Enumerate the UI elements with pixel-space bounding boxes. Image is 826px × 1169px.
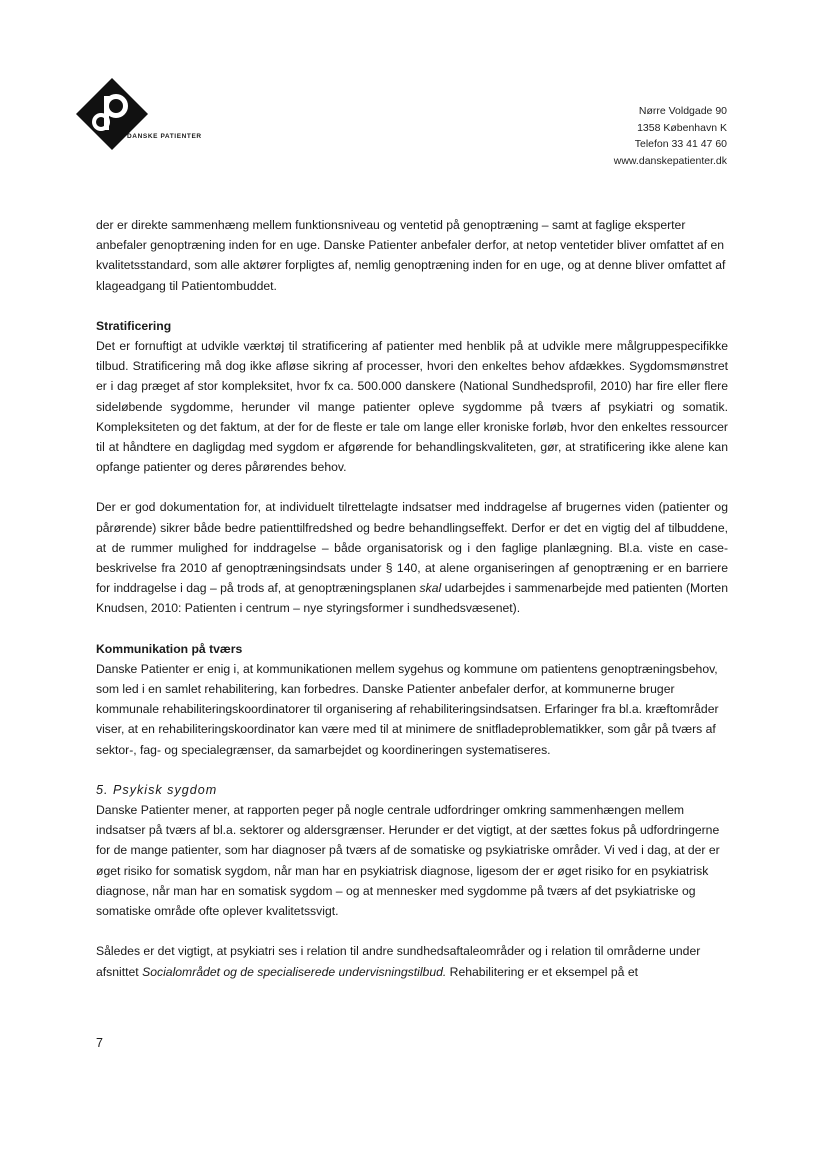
address-city: 1358 København K (637, 121, 727, 134)
address-street: Nørre Voldgade 90 (638, 105, 727, 117)
psykisk-paragraph-2 (96, 941, 728, 981)
stratificering-heading: Stratificering (96, 318, 172, 333)
address-web: www.danskepatienter.dk (613, 154, 727, 167)
danske-patienter-logo (76, 78, 226, 168)
psykisk-sygdom-heading: 5. Psykisk sygdom (96, 782, 218, 797)
italic-run: Socialområdet og de specialiserede undervisningstilbud. (142, 964, 447, 979)
text-run: udarbejdes i sammenarbejde med patienten (Morten Knudsen, 2010: Patienten i centrum – nye styringsformer i sundhedsvæsenet). (96, 581, 728, 616)
psykisk-paragraph-1: Danske Patienter mener, at rapporten peger på nogle centrale udfordringer omkring sammenhængen mellem indsatser på tværs af bl.a. sektorer og aldersgrænser. Herunder er det vigtigt, at der sættes fokus på udfordringerne for de mange patienter, som har diagnoser på tværs af de somatiske og psykiatriske områder. Vi ved i dag, at der er øget risiko for somatisk sygdom, når man har en psykiatrisk diagnose, ligesom der er øget risiko for en psykiatrisk diagnose, når man har en somatisk sygdom – og at mennesker med sygdomme på tværs af det psykiatriske og somatiske område ofte oplever kvalitetssvigt. (96, 803, 720, 919)
text-run: Der er god dokumentation for, at individuelt tilrettelagte indsatser med inddragelse af brugernes viden (patienter og pårørende) sikrer både bedre patienttilfredshed og bedre behandlingseffekt. Derfor er det en vigtig del af tilbuddene, at de rummer mulighed for inddragelse – både organisatorisk og i den faglige planlægning. Bl.a. viste en case-beskrivelse fra 2010 af genoptræningsindsats under § 140, at alene organiseringen af genoptræning er en barriere for inddragelse i dag – på trods af, at genoptræningsplanen (96, 500, 728, 596)
address-phone: Telefon 33 41 47 60 (634, 138, 727, 150)
logo-wordmark: DANSKE PATIENTER (127, 133, 202, 140)
sender-address (614, 103, 727, 169)
text-run: Rehabilitering er et eksempel på et (446, 964, 639, 979)
italic-run: skal (419, 581, 442, 596)
page-number: 7 (96, 1036, 103, 1050)
intro-paragraph: der er direkte sammenhæng mellem funktionsniveau og ventetid på genoptræning – samt at faglige eksperter anbefaler genoptræning inden for en uge. Danske Patienter anbefaler derfor, at netop ventetider bliver omfattet af en kvalitetsstandard, som alle aktører forpligtes af, nemlig genoptræning inden for en uge, og at denne bliver omfattet af klageadgang til Patientombuddet. (96, 218, 726, 293)
kommunikation-heading: Kommunikation på tværs (96, 641, 243, 656)
kommunikation-paragraph: Danske Patienter er enig i, at kommunikationen mellem sygehus og kommune om patientens genoptræningsbehov, som led i en samlet rehabilitering, kan forbedres. Danske Patienter anbefaler derfor, at kommunerne bruger kommunale rehabiliteringskoordinatorer til organisering af rehabiliteringsindsatsen. Erfaringer fra bl.a. kræftområder viser, at en rehabiliteringskoordinator kan være med til at minimere de snitfladeproblematikker, som går på tværs af sektor-, fag- og specialegrænser, da samarbejdet og koordineringen systematiseres. (96, 661, 719, 757)
text-run: Således er det vigtigt, at psykiatri ses i relation til andre sundhedsaftaleområder og i relation til områderne under afsnittet (96, 944, 701, 979)
stratificering-paragraph-2 (96, 497, 728, 618)
stratificering-paragraph-1: Det er fornuftigt at udvikle værktøj til stratificering af patienter med henblik på at udvikle mere målgruppespecifikke tilbud. Stratificering må dog ikke afløse sikring af processer, hvori den enkeltes behov afdækkes. Sygdomsmønstret er i dag præget af stor kompleksitet, hvor fx ca. 500.000 danskere (National Sundhedsprofil, 2010) har fire eller flere sideløbende sygdomme, herunder vil mange patienter opleve sygdomme på tværs af psykiatri og somatik. Kompleksiteten og det faktum, at der for de fleste er tale om lange eller kroniske forløb, hvor den enkeltes ressourcer til at håndtere en dagligdag med sygdom er afgørende for behandlingskvaliteten, gør, at stratificering ikke alene kan opfange patienter og deres pårørendes behov. (96, 339, 728, 475)
letter-body (96, 215, 728, 982)
